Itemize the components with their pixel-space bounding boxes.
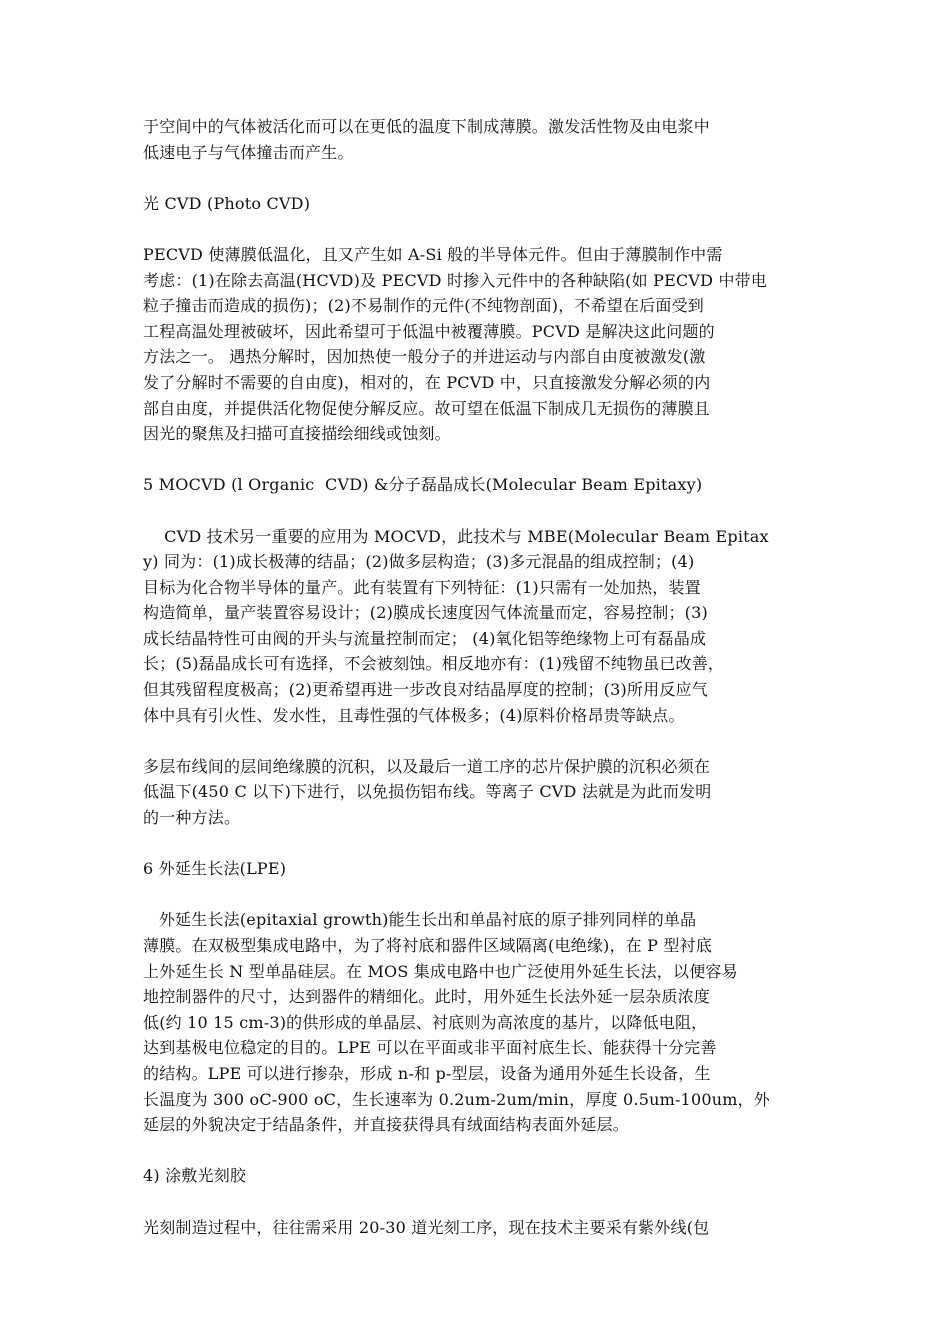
text-line: 考虑：(1)在除去高温(HCVD)及 PECVD 时掺入元件中的各种缺陷(如 PECVD 中带电 bbox=[143, 270, 768, 290]
text-line: 粒子撞击而造成的损伤)；(2)不易制作的元件(不纯物剖面)，不希望在后面受到 bbox=[143, 296, 704, 316]
section-heading bbox=[143, 856, 813, 882]
text-line: 低(约 10 15 cm-3)的供形成的单晶层、衬底则为高浓度的基片，以降低电阻， bbox=[143, 1012, 708, 1032]
text-line: 体中具有引火性、发水性，且毒性强的气体极多；(4)原料价格昂贵等缺点。 bbox=[143, 705, 685, 725]
text-line: 但其残留程度极高；(2)更希望再进一步改良对结晶厚度的控制；(3)所用反应气 bbox=[143, 680, 708, 700]
text-line: 达到基极电位稳定的目的。LPE 可以在平面或非平面衬底生长、能获得十分完善 bbox=[143, 1038, 717, 1058]
text-line: 外延生长法(epitaxial growth)能生长出和单晶衬底的原子排列同样的单晶 bbox=[143, 910, 697, 930]
paragraph bbox=[143, 524, 813, 729]
paragraph bbox=[143, 114, 813, 165]
text-line: 光 CVD (Photo CVD) bbox=[143, 193, 311, 213]
text-line: CVD 技术另一重要的应用为 MOCVD，此技术与 MBE(Molecular Beam Epitax bbox=[143, 526, 769, 546]
text-line: 构造简单，量产装置容易设计；(2)膜成长速度因气体流量而定，容易控制；(3) bbox=[143, 603, 708, 623]
text-line: 多层布线间的层间绝缘膜的沉积，以及最后一道工序的芯片保护膜的沉积必须在 bbox=[143, 756, 711, 776]
section-heading bbox=[143, 472, 813, 498]
text-line: 地控制器件的尺寸，达到器件的精细化。此时，用外延生长法外延一层杂质浓度 bbox=[143, 987, 711, 1007]
text-line: 薄膜。在双极型集成电路中，为了将衬底和器件区域隔离(电绝缘)，在 P 型衬底 bbox=[143, 936, 713, 955]
text-line: 部自由度，并提供活化物促使分解反应。故可望在低温下制成几无损伤的薄膜且 bbox=[143, 398, 711, 418]
text-line: 光刻制造过程中，往往需采用 20-30 道光刻工序，现在技术主要采有紫外线(包 bbox=[143, 1217, 710, 1237]
paragraph bbox=[143, 907, 813, 1137]
paragraph bbox=[143, 754, 813, 831]
text-line: 因光的聚焦及扫描可直接描绘细线或蚀刻。 bbox=[143, 424, 451, 444]
text-line: 于空间中的气体被活化而可以在更低的温度下制成薄膜。激发活性物及由电浆中 bbox=[143, 117, 711, 136]
text-line: 长温度为 300 oC-900 oC，生长速率为 0.2um-2um/min，厚度 0.5um-100um，外 bbox=[143, 1089, 770, 1109]
text-line: 的结构。LPE 可以进行掺杂，形成 n-和 p-型层，设备为通用外延生长设备，生 bbox=[143, 1063, 711, 1083]
paragraph bbox=[143, 242, 813, 447]
text-line: 延层的外貌决定于结晶条件，并直接获得具有绒面结构表面外延层。 bbox=[143, 1115, 630, 1135]
text-line: 6 外延生长法(LPE) bbox=[143, 859, 287, 879]
text-line: 低温下(450 C 以下)下进行，以免损伤铝布线。等离子 CVD 法就是为此而发明 bbox=[143, 782, 712, 802]
document-page bbox=[143, 114, 813, 1240]
text-line: 长；(5)磊晶成长可有选择，不会被刻蚀。相反地亦有：(1)残留不纯物虽已改善， bbox=[143, 654, 725, 674]
paragraph bbox=[143, 1215, 813, 1241]
text-line: 上外延生长 N 型单晶硅层。在 MOS 集成电路中也广泛使用外延生长法，以便容易 bbox=[143, 961, 738, 981]
text-line: y) 同为：(1)成长极薄的结晶；(2)做多层构造；(3)多元混晶的组成控制；(4) bbox=[143, 552, 695, 572]
text-line: 方法之一。 遇热分解时，因加热使一般分子的并进运动与内部自由度被激发(激 bbox=[143, 347, 706, 367]
text-line: 5 MOCVD (l Organic CVD) &分子磊晶成长(Molecular Beam Epitaxy) bbox=[143, 475, 703, 495]
text-line: 目标为化合物半导体的量产。此有装置有下列特征：(1)只需有一处加热，装置 bbox=[143, 577, 701, 597]
text-line: 低速电子与气体撞击而产生。 bbox=[143, 142, 354, 162]
section-heading bbox=[143, 1163, 813, 1189]
text-line: 发了分解时不需要的自由度)，相对的，在 PCVD 中，只直接激发分解必须的内 bbox=[143, 372, 711, 392]
text-line: 的一种方法。 bbox=[143, 808, 241, 828]
paragraph-gap bbox=[143, 165, 813, 191]
section-heading bbox=[143, 191, 813, 217]
paragraph-gap bbox=[143, 1138, 813, 1164]
paragraph-gap bbox=[143, 728, 813, 754]
text-line: PECVD 使薄膜低温化，且又产生如 A-Si 般的半导体元件。但由于薄膜制作中需 bbox=[143, 244, 723, 264]
paragraph-gap bbox=[143, 447, 813, 473]
text-line: 工程高温处理被破坏，因此希望可于低温中被覆薄膜。PCVD 是解决这此问题的 bbox=[143, 321, 715, 341]
paragraph-gap bbox=[143, 831, 813, 857]
paragraph-gap bbox=[143, 216, 813, 242]
text-line: 成长结晶特性可由阀的开头与流量控制而定； (4)氧化铝等绝缘物上可有磊晶成 bbox=[143, 628, 707, 648]
paragraph-gap bbox=[143, 882, 813, 908]
paragraph-gap bbox=[143, 1189, 813, 1215]
document-body bbox=[143, 114, 813, 1240]
paragraph-gap bbox=[143, 498, 813, 524]
text-line: 4) 涂敷光刻胶 bbox=[143, 1166, 247, 1186]
